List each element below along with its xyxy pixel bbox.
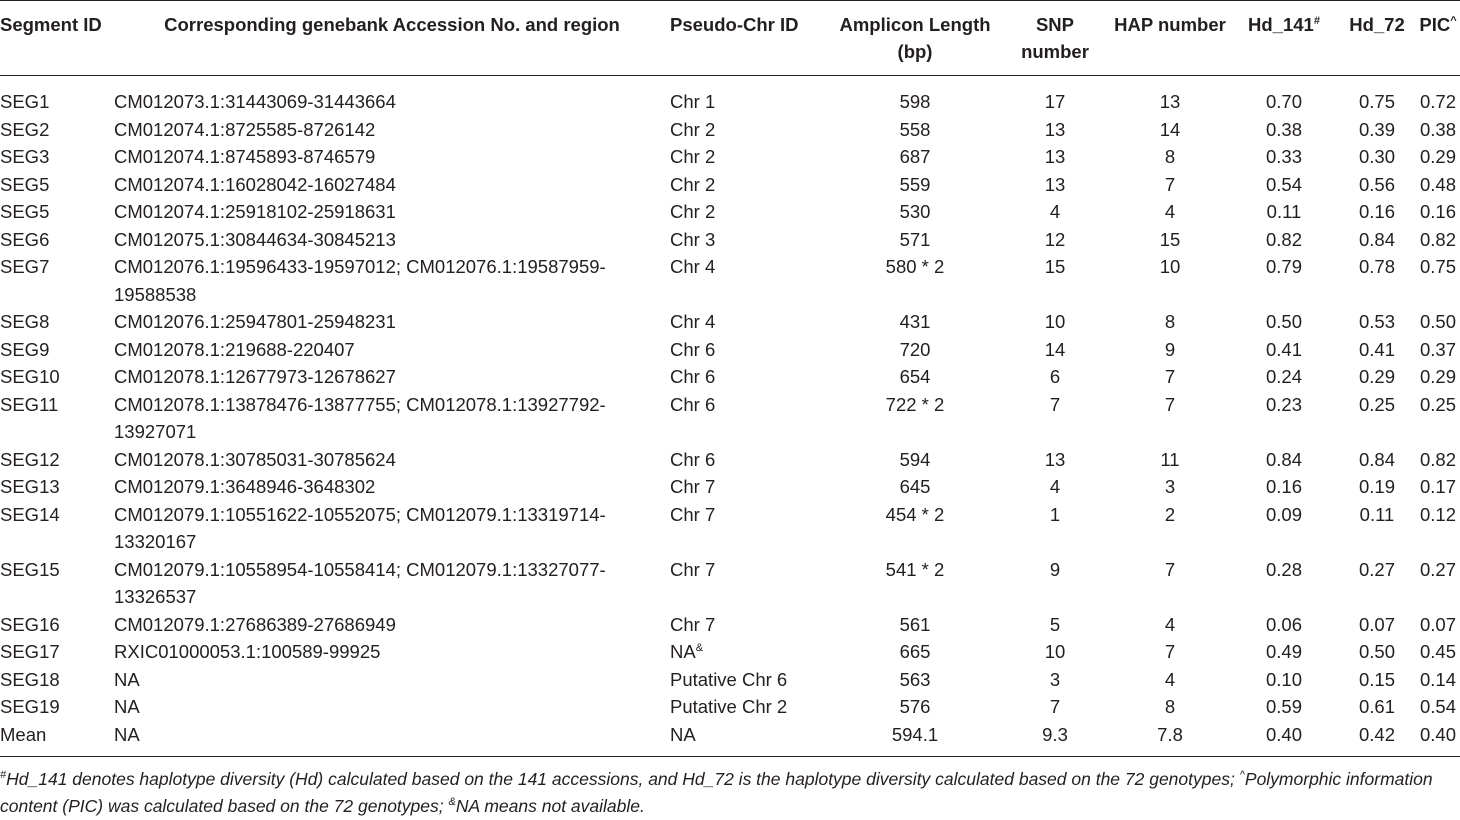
- footnote-sup-amp: &: [448, 796, 456, 809]
- cell-hd141: 0.54: [1265, 173, 1302, 195]
- cell-accession: RXIC01000053.1:100589-99925: [114, 641, 381, 662]
- cell-snp-number: 13: [1044, 146, 1066, 167]
- cell-amplicon-length: 558: [899, 118, 931, 140]
- cell-amplicon-length: 598: [899, 91, 931, 112]
- footnote-sup-hash: #: [0, 769, 7, 782]
- cell-hd141: 0.41: [1265, 338, 1302, 360]
- cell-snp-number: 1: [1049, 503, 1061, 525]
- cell-snp-number: 7: [1049, 696, 1061, 717]
- cell-pseudo-chr: [670, 336, 830, 364]
- cell-hap-number: 13: [1159, 91, 1181, 112]
- cell-pseudo-chr: [670, 446, 830, 474]
- header-pic-label: PIC: [1419, 14, 1451, 35]
- table-row: [0, 721, 1460, 757]
- cell-segment-id: SEG16: [0, 613, 60, 635]
- table-row: [0, 556, 1460, 611]
- cell-hap-number: 11: [1160, 448, 1180, 470]
- table-row: [0, 143, 1460, 171]
- cell-segment-id: SEG13: [0, 476, 60, 497]
- cell-accession: CM012078.1:30785031-30785624: [114, 448, 396, 470]
- cell-pseudo-chr: [670, 308, 830, 336]
- cell-snp-number: 6: [1049, 366, 1061, 387]
- cell-accession: CM012076.1:19596433-19597012; CM012076.1:19587959-19588538: [114, 256, 606, 305]
- footnote-text-na: NA means not available.: [455, 796, 645, 816]
- cell-pic: 0.12: [1419, 503, 1456, 525]
- cell-amplicon-length: 645: [899, 476, 931, 497]
- cell-segment-id: SEG7: [0, 256, 50, 277]
- cell-amplicon-length: 561: [899, 613, 931, 635]
- cell-hd72: 0.84: [1358, 228, 1395, 250]
- cell-snp-number: 15: [1044, 256, 1066, 277]
- cell-segment-id: SEG12: [0, 448, 60, 470]
- cell-pic: 0.07: [1419, 613, 1456, 635]
- cell-accession: CM012073.1:31443069-31443664: [114, 91, 396, 112]
- cell-hd141: 0.40: [1230, 721, 1338, 757]
- cell-hap-number: 4: [1164, 613, 1176, 635]
- cell-hd72: 0.75: [1358, 91, 1395, 112]
- cell-hd141: 0.50: [1265, 311, 1302, 332]
- cell-segment-id: SEG8: [0, 311, 50, 332]
- cell-pic: 0.38: [1419, 118, 1456, 140]
- cell-hap-number: 7.8: [1110, 721, 1230, 757]
- cell-hap-number: 15: [1159, 228, 1181, 250]
- cell-hd141: 0.59: [1265, 696, 1302, 717]
- cell-pic: 0.37: [1419, 338, 1456, 360]
- cell-accession: CM012078.1:12677973-12678627: [114, 366, 396, 387]
- cell-hd141: 0.79: [1265, 256, 1302, 277]
- cell-hd141: 0.23: [1265, 393, 1302, 415]
- cell-pseudo-chr-label: Chr 6: [670, 338, 716, 360]
- cell-hd141: 0.10: [1265, 668, 1302, 690]
- cell-pseudo-chr: [670, 473, 830, 501]
- cell-hap-number: 8: [1164, 146, 1176, 167]
- cell-pseudo-chr: [670, 556, 830, 611]
- header-hd72: Hd_72: [1338, 1, 1416, 76]
- cell-hd141: 0.33: [1265, 146, 1302, 167]
- cell-pic: 0.27: [1419, 558, 1456, 580]
- cell-pseudo-chr: [670, 253, 830, 308]
- cell-snp-number: 13: [1044, 118, 1066, 140]
- cell-segment-id: SEG19: [0, 696, 60, 717]
- cell-pic: 0.48: [1419, 173, 1456, 195]
- footnote-text-hd: Hd_141 denotes haplotype diversity (Hd) calculated based on the 141 accessions, and Hd_72 is the haplotype diversity calculated based on the 72 genotypes;: [6, 769, 1240, 789]
- cell-accession: CM012079.1:27686389-27686949: [114, 613, 396, 635]
- cell-hap-number: 7: [1164, 641, 1176, 662]
- cell-segment-id: SEG5: [0, 201, 50, 222]
- cell-hd72: 0.15: [1358, 668, 1395, 690]
- cell-hd141: 0.11: [1266, 201, 1302, 222]
- table-row: [0, 198, 1460, 226]
- cell-amplicon-length: 431: [899, 311, 931, 332]
- table-body: [0, 76, 1460, 757]
- cell-pic: 0.40: [1416, 721, 1460, 757]
- cell-hd72: 0.39: [1358, 118, 1395, 140]
- cell-hd141: 0.49: [1265, 641, 1302, 662]
- cell-hap-number: 9: [1164, 338, 1176, 360]
- cell-snp-number: 13: [1044, 448, 1066, 470]
- cell-accession: CM012079.1:10551622-10552075; CM012079.1:13319714-13320167: [114, 503, 606, 552]
- cell-hd72: 0.27: [1358, 558, 1395, 580]
- cell-accession: CM012078.1:219688-220407: [114, 338, 355, 360]
- cell-amplicon-length: 530: [899, 201, 931, 222]
- cell-pseudo-chr-label: Chr 7: [670, 613, 716, 635]
- cell-hd72: 0.29: [1358, 366, 1395, 387]
- cell-snp-number: 17: [1044, 91, 1066, 112]
- cell-hd72: 0.30: [1358, 146, 1395, 167]
- cell-hap-number: 8: [1164, 311, 1176, 332]
- cell-amplicon-length: 541 * 2: [885, 558, 945, 580]
- cell-hd72: 0.41: [1358, 338, 1395, 360]
- cell-pic: 0.75: [1419, 256, 1456, 277]
- table-row: [0, 611, 1460, 639]
- cell-pic: 0.14: [1419, 668, 1456, 690]
- cell-snp-number: 12: [1044, 228, 1066, 250]
- cell-pic: 0.50: [1419, 311, 1456, 332]
- cell-hd72: 0.16: [1358, 201, 1395, 222]
- cell-segment-id: SEG9: [0, 338, 50, 360]
- cell-hd72: 0.84: [1358, 448, 1395, 470]
- cell-pic: 0.16: [1419, 201, 1456, 222]
- cell-hap-number: 7: [1164, 558, 1176, 580]
- cell-accession: CM012074.1:16028042-16027484: [114, 173, 396, 195]
- cell-amplicon-length: 594.1: [830, 721, 1000, 757]
- cell-pseudo-chr-label: Chr 1: [670, 91, 716, 112]
- footnote-sup-caret: ^: [1239, 769, 1245, 782]
- cell-pseudo-chr: [670, 116, 830, 144]
- cell-pseudo-chr-label: Chr 2: [670, 173, 716, 195]
- cell-hd141: 0.84: [1265, 448, 1302, 470]
- cell-hd72: 0.53: [1358, 311, 1395, 332]
- header-hap-number: HAP number: [1110, 1, 1230, 76]
- cell-pic: 0.25: [1419, 393, 1456, 415]
- cell-amplicon-length: 687: [899, 146, 931, 167]
- cell-pic: 0.82: [1419, 448, 1456, 470]
- cell-hd141: 0.38: [1265, 118, 1302, 140]
- cell-hap-number: 10: [1159, 256, 1181, 277]
- cell-pseudo-chr: [670, 693, 830, 721]
- cell-pseudo-chr-label: Chr 3: [670, 228, 716, 250]
- cell-hd141: 0.16: [1265, 476, 1302, 497]
- cell-accession: CM012074.1:8725585-8726142: [114, 118, 376, 140]
- header-pic: [1416, 1, 1460, 76]
- cell-segment-id: SEG14: [0, 503, 60, 525]
- cell-hap-number: 7: [1164, 173, 1176, 195]
- cell-accession: CM012074.1:25918102-25918631: [114, 201, 396, 222]
- cell-amplicon-length: 654: [899, 366, 931, 387]
- cell-segment-id: SEG1: [0, 91, 50, 112]
- cell-hd72: 0.19: [1358, 476, 1395, 497]
- cell-hd141: 0.09: [1265, 503, 1302, 525]
- cell-hap-number: 3: [1164, 476, 1176, 497]
- cell-hd72: 0.11: [1359, 503, 1395, 525]
- cell-accession: NA: [114, 696, 140, 717]
- cell-snp-number: 4: [1049, 201, 1061, 222]
- cell-pseudo-chr: [670, 171, 830, 199]
- cell-hap-number: 4: [1164, 201, 1176, 222]
- header-hd141-label: Hd_141: [1248, 14, 1314, 35]
- cell-snp-number: 10: [1044, 311, 1066, 332]
- table-row: [0, 226, 1460, 254]
- cell-pic: 0.45: [1419, 641, 1456, 662]
- cell-hd72: 0.50: [1358, 641, 1395, 662]
- cell-pseudo-chr: [670, 666, 830, 694]
- cell-pseudo-chr-label: NA: [670, 723, 696, 745]
- cell-segment-id: SEG15: [0, 558, 60, 580]
- cell-pic: 0.82: [1419, 228, 1456, 250]
- table-row: [0, 666, 1460, 694]
- cell-amplicon-length: 559: [899, 173, 931, 195]
- cell-pseudo-chr: [670, 721, 830, 757]
- cell-hap-number: 8: [1164, 696, 1176, 717]
- cell-segment-id: SEG3: [0, 146, 50, 167]
- header-accession: Corresponding genebank Accession No. and region: [112, 1, 670, 76]
- cell-pseudo-chr: [670, 391, 830, 446]
- cell-accession: CM012078.1:13878476-13877755; CM012078.1:13927792-13927071: [114, 393, 606, 442]
- cell-pseudo-chr-label: Putative Chr 2: [670, 696, 788, 717]
- cell-segment-id: SEG10: [0, 366, 60, 387]
- header-amplicon-length: Amplicon Length (bp): [830, 1, 1000, 76]
- table-row: [0, 253, 1460, 308]
- cell-pic: 0.17: [1419, 476, 1456, 497]
- cell-amplicon-length: 454 * 2: [885, 503, 945, 525]
- cell-hd72: 0.61: [1358, 696, 1395, 717]
- cell-pseudo-chr: [670, 226, 830, 254]
- cell-pic: 0.72: [1419, 91, 1456, 112]
- cell-hap-number: 7: [1164, 393, 1176, 415]
- cell-snp-number: 4: [1049, 476, 1061, 497]
- cell-hap-number: 4: [1164, 668, 1176, 690]
- header-pseudo-chr: Pseudo-Chr ID: [670, 1, 830, 76]
- cell-accession: NA: [114, 668, 140, 690]
- table-row: [0, 473, 1460, 501]
- cell-accession: CM012076.1:25947801-25948231: [114, 311, 396, 332]
- cell-hd72: 0.56: [1358, 173, 1395, 195]
- cell-hd141: 0.82: [1265, 228, 1302, 250]
- cell-pseudo-chr-label: Chr 7: [670, 558, 716, 580]
- cell-snp-number: 9: [1049, 558, 1061, 580]
- cell-accession: CM012074.1:8745893-8746579: [114, 146, 376, 167]
- cell-pseudo-chr-label: Chr 4: [670, 311, 716, 332]
- cell-pseudo-chr: [670, 638, 830, 666]
- cell-snp-number: 14: [1044, 338, 1066, 360]
- cell-snp-number: 7: [1049, 393, 1061, 415]
- cell-pseudo-chr-label: Chr 6: [670, 448, 716, 470]
- cell-hd72: 0.78: [1358, 256, 1395, 277]
- cell-segment-id: SEG5: [0, 173, 50, 195]
- cell-hd72: 0.25: [1358, 393, 1395, 415]
- table-row: [0, 693, 1460, 721]
- cell-pseudo-chr-label: Chr 2: [670, 146, 716, 167]
- cell-snp-number: 3: [1049, 668, 1061, 690]
- table-row: [0, 171, 1460, 199]
- header-hd141: [1230, 1, 1338, 76]
- cell-pseudo-chr-label: Chr 4: [670, 256, 716, 277]
- cell-hap-number: 14: [1159, 118, 1181, 140]
- header-snp-number: SNP number: [1000, 1, 1110, 76]
- cell-amplicon-length: 563: [899, 668, 931, 690]
- cell-pseudo-chr-label: Chr 7: [670, 476, 716, 497]
- cell-hap-number: 7: [1164, 366, 1176, 387]
- header-row: [0, 1, 1460, 76]
- table-row: [0, 638, 1460, 666]
- cell-pic: 0.29: [1419, 146, 1456, 167]
- cell-pseudo-chr-label: Chr 2: [670, 201, 716, 222]
- cell-snp-number: 9.3: [1000, 721, 1110, 757]
- cell-snp-number: 10: [1044, 641, 1066, 662]
- cell-accession: CM012079.1:3648946-3648302: [114, 476, 376, 497]
- cell-amplicon-length: 580 * 2: [885, 256, 945, 277]
- table-row: [0, 391, 1460, 446]
- footnote-text-pic: Polymorphic information content (PIC) was calculated based on the 72 genotypes;: [0, 769, 1433, 816]
- cell-hd141: 0.24: [1265, 366, 1302, 387]
- cell-amplicon-length: 576: [899, 696, 931, 717]
- cell-segment-id: SEG18: [0, 668, 60, 690]
- cell-pseudo-chr-label: Putative Chr 6: [670, 668, 788, 690]
- table-row: [0, 76, 1460, 116]
- cell-pseudo-chr: [670, 363, 830, 391]
- table-row: [0, 363, 1460, 391]
- cell-pic: 0.54: [1419, 696, 1456, 717]
- cell-pseudo-chr-label: Chr 7: [670, 503, 716, 525]
- cell-accession: CM012075.1:30844634-30845213: [114, 228, 396, 250]
- cell-amplicon-length: 722 * 2: [885, 393, 945, 415]
- cell-pic: 0.29: [1419, 366, 1456, 387]
- cell-pseudo-chr-label: Chr 2: [670, 118, 716, 140]
- cell-pseudo-chr-label: Chr 6: [670, 393, 716, 415]
- cell-accession: CM012079.1:10558954-10558414; CM012079.1:13327077-13326537: [114, 558, 606, 607]
- cell-pseudo-chr: [670, 611, 830, 639]
- cell-segment-id: SEG6: [0, 228, 50, 250]
- cell-accession: NA: [112, 721, 670, 757]
- table-row: [0, 308, 1460, 336]
- table-row: [0, 446, 1460, 474]
- cell-hd141: 0.70: [1265, 91, 1302, 112]
- cell-amplicon-length: 665: [899, 641, 931, 662]
- table-row: [0, 501, 1460, 556]
- footnote: [0, 766, 1460, 820]
- cell-amplicon-length: 571: [899, 228, 931, 250]
- cell-pseudo-chr: [670, 143, 830, 171]
- cell-pseudo-chr-label: NA: [670, 641, 696, 662]
- header-pic-sup: ^: [1450, 14, 1457, 27]
- cell-segment-id: Mean: [0, 721, 112, 757]
- cell-hd72: 0.07: [1358, 613, 1395, 635]
- cell-pseudo-chr: [670, 76, 830, 116]
- cell-hap-number: 2: [1164, 503, 1176, 525]
- header-hd141-sup: #: [1313, 14, 1320, 27]
- cell-segment-id: SEG17: [0, 641, 60, 662]
- table-row: [0, 116, 1460, 144]
- table-row: [0, 336, 1460, 364]
- header-segment-id: Segment ID: [0, 1, 112, 76]
- cell-pseudo-chr: [670, 501, 830, 556]
- cell-pseudo-chr-label: Chr 6: [670, 366, 716, 387]
- cell-pseudo-chr: [670, 198, 830, 226]
- cell-hd141: 0.06: [1265, 613, 1302, 635]
- cell-snp-number: 13: [1044, 173, 1066, 195]
- cell-segment-id: SEG2: [0, 118, 50, 140]
- cell-amplicon-length: 720: [899, 338, 931, 360]
- cell-hd72: 0.42: [1338, 721, 1416, 757]
- cell-pseudo-chr-sup: &: [695, 641, 704, 654]
- cell-snp-number: 5: [1049, 613, 1061, 635]
- cell-hd141: 0.28: [1265, 558, 1302, 580]
- cell-segment-id: SEG11: [0, 393, 59, 415]
- cell-amplicon-length: 594: [899, 448, 931, 470]
